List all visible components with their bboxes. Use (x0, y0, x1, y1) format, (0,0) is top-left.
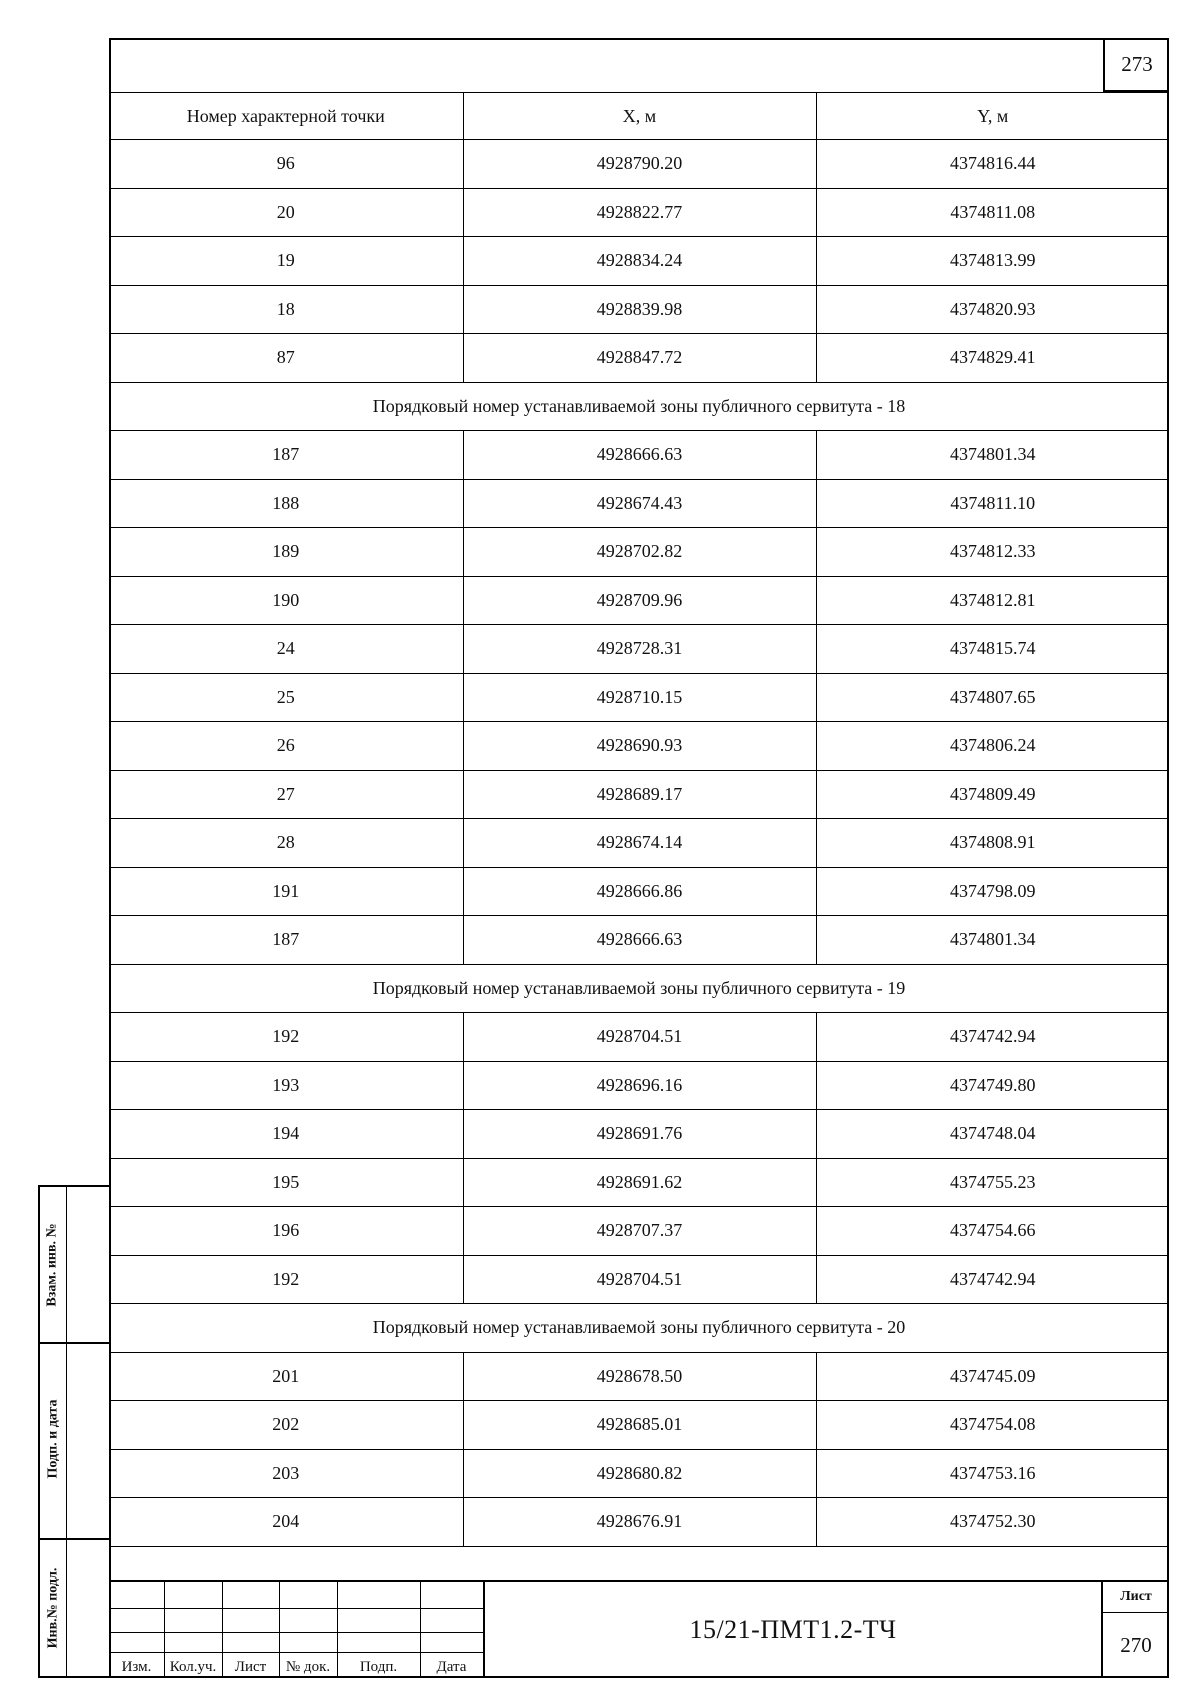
y-coordinate-cell: 4374745.09 (816, 1352, 1169, 1401)
y-coordinate-cell: 4374749.80 (816, 1061, 1169, 1110)
x-coordinate-cell: 4928790.20 (463, 140, 816, 189)
point-number-cell: 28 (109, 819, 463, 868)
y-coordinate-cell: 4374807.65 (816, 673, 1169, 722)
revision-grid (109, 1582, 485, 1678)
section-heading-row (109, 964, 1169, 1013)
x-coordinate-cell: 4928691.62 (463, 1158, 816, 1207)
y-coordinate-cell: 4374812.81 (816, 576, 1169, 625)
table-row (109, 431, 1169, 480)
table-row (109, 1110, 1169, 1159)
table-row (109, 1255, 1169, 1304)
table-row (109, 1061, 1169, 1110)
x-coordinate-cell: 4928822.77 (463, 188, 816, 237)
sheet-box (1101, 1582, 1169, 1678)
x-coordinate-cell: 4928707.37 (463, 1207, 816, 1256)
x-coordinate-cell: 4928676.91 (463, 1498, 816, 1547)
point-number-cell: 192 (109, 1255, 463, 1304)
x-coordinate-cell: 4928666.86 (463, 867, 816, 916)
y-coordinate-cell: 4374798.09 (816, 867, 1169, 916)
x-coordinate-cell: 4928704.51 (463, 1255, 816, 1304)
table-row (109, 1401, 1169, 1450)
point-number-cell: 27 (109, 770, 463, 819)
stamp-header-doc-number: № док. (285, 1659, 331, 1675)
point-number-cell: 202 (109, 1401, 463, 1450)
x-coordinate-cell: 4928834.24 (463, 237, 816, 286)
y-coordinate-cell: 4374816.44 (816, 140, 1169, 189)
table-row (109, 576, 1169, 625)
sidebar-cell-signature-date (40, 1342, 109, 1540)
y-coordinate-cell: 4374809.49 (816, 770, 1169, 819)
y-coordinate-cell: 4374742.94 (816, 1255, 1169, 1304)
point-number-cell: 203 (109, 1449, 463, 1498)
sidebar-label-original-inv: Инв.№ подл. (45, 1567, 60, 1649)
y-coordinate-cell: 4374801.34 (816, 916, 1169, 965)
table-row (109, 722, 1169, 771)
sidebar-cell-replacement (40, 1187, 109, 1344)
table-body (109, 140, 1169, 1547)
x-coordinate-cell: 4928666.63 (463, 916, 816, 965)
x-coordinate-cell: 4928680.82 (463, 1449, 816, 1498)
x-coordinate-cell: 4928678.50 (463, 1352, 816, 1401)
table-row (109, 140, 1169, 189)
point-number-cell: 18 (109, 285, 463, 334)
y-coordinate-cell: 4374808.91 (816, 819, 1169, 868)
page-number: 273 (1103, 38, 1169, 92)
point-number-cell: 194 (109, 1110, 463, 1159)
point-number-cell: 189 (109, 528, 463, 577)
x-coordinate-cell: 4928702.82 (463, 528, 816, 577)
table-row (109, 285, 1169, 334)
header-x: X, м (463, 93, 816, 140)
x-coordinate-cell: 4928728.31 (463, 625, 816, 674)
table-row (109, 1352, 1169, 1401)
sidebar-cell-original-inv (40, 1538, 109, 1678)
table-row (109, 673, 1169, 722)
margin-signature-block (38, 1185, 109, 1678)
y-coordinate-cell: 4374811.10 (816, 479, 1169, 528)
y-coordinate-cell: 4374753.16 (816, 1449, 1169, 1498)
x-coordinate-cell: 4928709.96 (463, 576, 816, 625)
y-coordinate-cell: 4374754.08 (816, 1401, 1169, 1450)
coordinates-table (109, 92, 1169, 1547)
y-coordinate-cell: 4374811.08 (816, 188, 1169, 237)
x-coordinate-cell: 4928710.15 (463, 673, 816, 722)
stamp-header-change: Изм. (121, 1659, 152, 1675)
table-row (109, 819, 1169, 868)
table-row (109, 334, 1169, 383)
table-row (109, 916, 1169, 965)
x-coordinate-cell: 4928674.43 (463, 479, 816, 528)
sidebar-label-signature-date: Подп. и дата (45, 1399, 60, 1479)
point-number-cell: 187 (109, 916, 463, 965)
table-row (109, 188, 1169, 237)
point-number-cell: 26 (109, 722, 463, 771)
section-heading: Порядковый номер устанавливаемой зоны публичного сервитута - 20 (109, 1304, 1169, 1353)
header-point-number: Номер характерной точки (109, 93, 463, 140)
table-row (109, 1207, 1169, 1256)
y-coordinate-cell: 4374829.41 (816, 334, 1169, 383)
table-header-row (109, 93, 1169, 140)
x-coordinate-cell: 4928696.16 (463, 1061, 816, 1110)
point-number-cell: 87 (109, 334, 463, 383)
y-coordinate-cell: 4374812.33 (816, 528, 1169, 577)
point-number-cell: 193 (109, 1061, 463, 1110)
table-row (109, 1498, 1169, 1547)
x-coordinate-cell: 4928690.93 (463, 722, 816, 771)
stamp-header-date: Дата (436, 1659, 467, 1675)
y-coordinate-cell: 4374820.93 (816, 285, 1169, 334)
table-row (109, 625, 1169, 674)
x-coordinate-cell: 4928666.63 (463, 431, 816, 480)
point-number-cell: 191 (109, 867, 463, 916)
point-number-cell: 19 (109, 237, 463, 286)
table-row (109, 770, 1169, 819)
sheet-number: 270 (1120, 1632, 1152, 1657)
x-coordinate-cell: 4928847.72 (463, 334, 816, 383)
y-coordinate-cell: 4374801.34 (816, 431, 1169, 480)
document-code: 15/21-ПМТ1.2-ТЧ (689, 1615, 897, 1644)
stamp-header-sheet: Лист (234, 1659, 267, 1675)
point-number-cell: 25 (109, 673, 463, 722)
y-coordinate-cell: 4374755.23 (816, 1158, 1169, 1207)
x-coordinate-cell: 4928685.01 (463, 1401, 816, 1450)
point-number-cell: 190 (109, 576, 463, 625)
stamp-header-count: Кол.уч. (169, 1659, 217, 1675)
y-coordinate-cell: 4374813.99 (816, 237, 1169, 286)
sheet-label: Лист (1103, 1582, 1169, 1613)
section-heading-row (109, 1304, 1169, 1353)
header-y: Y, м (816, 93, 1169, 140)
y-coordinate-cell: 4374748.04 (816, 1110, 1169, 1159)
point-number-cell: 24 (109, 625, 463, 674)
section-heading: Порядковый номер устанавливаемой зоны публичного сервитута - 19 (109, 964, 1169, 1013)
table-row (109, 237, 1169, 286)
point-number-cell: 192 (109, 1013, 463, 1062)
point-number-cell: 188 (109, 479, 463, 528)
y-coordinate-cell: 4374815.74 (816, 625, 1169, 674)
table-row (109, 479, 1169, 528)
stamp-header-signature: Подп. (359, 1659, 398, 1675)
table-row (109, 1449, 1169, 1498)
table-row (109, 1013, 1169, 1062)
point-number-cell: 20 (109, 188, 463, 237)
point-number-cell: 204 (109, 1498, 463, 1547)
y-coordinate-cell: 4374752.30 (816, 1498, 1169, 1547)
x-coordinate-cell: 4928704.51 (463, 1013, 816, 1062)
point-number-cell: 201 (109, 1352, 463, 1401)
point-number-cell: 195 (109, 1158, 463, 1207)
point-number-cell: 96 (109, 140, 463, 189)
point-number-cell: 187 (109, 431, 463, 480)
x-coordinate-cell: 4928674.14 (463, 819, 816, 868)
x-coordinate-cell: 4928689.17 (463, 770, 816, 819)
point-number-cell: 196 (109, 1207, 463, 1256)
section-heading: Порядковый номер устанавливаемой зоны публичного сервитута - 18 (109, 382, 1169, 431)
section-heading-row (109, 382, 1169, 431)
title-block (109, 1580, 1169, 1678)
y-coordinate-cell: 4374742.94 (816, 1013, 1169, 1062)
x-coordinate-cell: 4928839.98 (463, 285, 816, 334)
x-coordinate-cell: 4928691.76 (463, 1110, 816, 1159)
sidebar-label-replacement-inv: Взам. инв. № (45, 1222, 61, 1307)
table-row (109, 528, 1169, 577)
table-row (109, 1158, 1169, 1207)
y-coordinate-cell: 4374754.66 (816, 1207, 1169, 1256)
y-coordinate-cell: 4374806.24 (816, 722, 1169, 771)
table-row (109, 867, 1169, 916)
